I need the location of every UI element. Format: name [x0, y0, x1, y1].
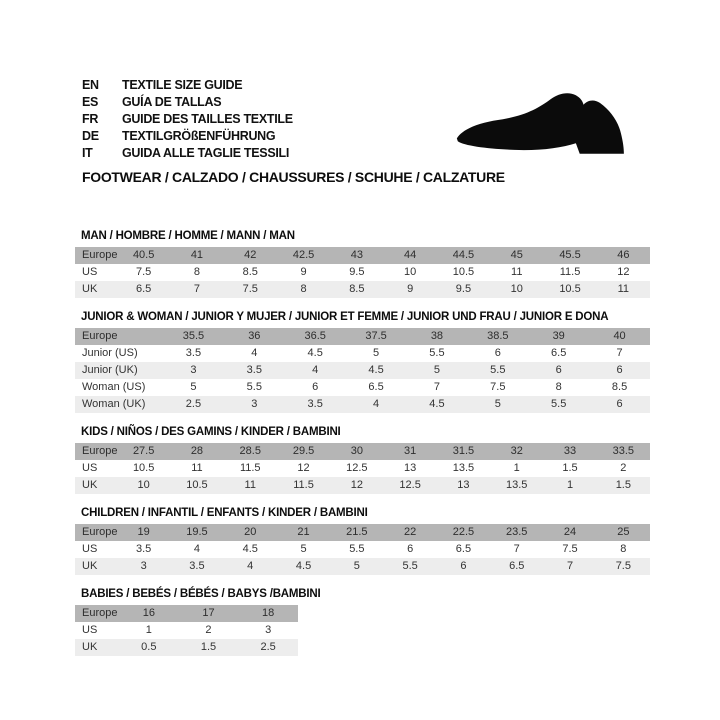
size-cell: 23.5 — [490, 524, 543, 541]
size-cell: 10 — [383, 264, 436, 281]
size-cell: 9 — [277, 264, 330, 281]
size-cell: 11 — [490, 264, 543, 281]
size-cell: 5 — [330, 558, 383, 575]
language-code: IT — [82, 145, 93, 160]
size-cell: 7 — [589, 345, 650, 362]
table-row — [75, 477, 650, 494]
size-cell: 10 — [117, 477, 170, 494]
size-cell: 20 — [224, 524, 277, 541]
size-cell: 12 — [597, 264, 650, 281]
size-cell: 0.5 — [119, 639, 179, 656]
row-label: Europe — [75, 247, 117, 264]
row-label: US — [75, 541, 117, 558]
size-cell: 6.5 — [346, 379, 407, 396]
size-cell: 16 — [119, 605, 179, 622]
size-cell: 3.5 — [170, 558, 223, 575]
row-label: US — [75, 460, 117, 477]
row-label: Junior (UK) — [75, 362, 163, 379]
row-label: UK — [75, 639, 119, 656]
size-cell: 6.5 — [437, 541, 490, 558]
table-row — [75, 281, 650, 298]
table-row — [75, 541, 650, 558]
size-cell: 41 — [170, 247, 223, 264]
language-code: FR — [82, 111, 99, 126]
size-cell: 31.5 — [437, 443, 490, 460]
row-label: Europe — [75, 443, 117, 460]
size-cell: 12.5 — [330, 460, 383, 477]
size-cell: 5.5 — [330, 541, 383, 558]
table-row — [75, 622, 298, 639]
size-cell: 2.5 — [163, 396, 224, 413]
table-row — [75, 328, 650, 345]
size-table — [75, 524, 650, 575]
size-cell: 45 — [490, 247, 543, 264]
size-cell: 1.5 — [543, 460, 596, 477]
size-cell: 7 — [170, 281, 223, 298]
row-label: UK — [75, 558, 117, 575]
language-label: GUIDE DES TAILLES TEXTILE — [122, 111, 293, 126]
size-cell: 21.5 — [330, 524, 383, 541]
category-heading: FOOTWEAR / CALZADO / CHAUSSURES / SCHUHE / CALZATURE — [82, 169, 505, 185]
size-cell: 22.5 — [437, 524, 490, 541]
size-table-title: JUNIOR & WOMAN / JUNIOR Y MUJER / JUNIOR ET FEMME / JUNIOR UND FRAU / JUNIOR E DONA — [81, 311, 609, 323]
size-cell: 10.5 — [543, 281, 596, 298]
size-cell: 3.5 — [285, 396, 346, 413]
size-cell: 42.5 — [277, 247, 330, 264]
size-cell: 8.5 — [589, 379, 650, 396]
size-cell: 4 — [285, 362, 346, 379]
size-table-section — [75, 230, 650, 298]
size-table-section — [75, 507, 650, 575]
size-cell: 7 — [407, 379, 468, 396]
size-cell: 5.5 — [407, 345, 468, 362]
size-cell: 28.5 — [224, 443, 277, 460]
size-cell: 25 — [597, 524, 650, 541]
size-cell: 7.5 — [467, 379, 528, 396]
language-list — [82, 76, 293, 161]
table-row — [75, 460, 650, 477]
size-tables — [75, 230, 650, 669]
language-label: TEXTILGRÖßENFÜHRUNG — [122, 128, 276, 143]
size-cell: 7.5 — [597, 558, 650, 575]
size-cell: 38.5 — [467, 328, 528, 345]
row-label: Europe — [75, 524, 117, 541]
size-cell: 19.5 — [170, 524, 223, 541]
size-cell: 36 — [224, 328, 285, 345]
row-label: Europe — [75, 605, 119, 622]
language-label: GUÍA DE TALLAS — [122, 94, 222, 109]
size-cell: 29.5 — [277, 443, 330, 460]
size-cell: 33.5 — [597, 443, 650, 460]
size-cell: 8 — [597, 541, 650, 558]
size-cell: 28 — [170, 443, 223, 460]
table-row — [75, 558, 650, 575]
size-cell: 5 — [346, 345, 407, 362]
size-cell: 21 — [277, 524, 330, 541]
row-label: UK — [75, 281, 117, 298]
size-cell: 27.5 — [117, 443, 170, 460]
size-cell: 42 — [224, 247, 277, 264]
size-cell: 7.5 — [224, 281, 277, 298]
size-cell: 8 — [170, 264, 223, 281]
size-cell: 8 — [277, 281, 330, 298]
size-cell: 13.5 — [490, 477, 543, 494]
size-cell: 3 — [117, 558, 170, 575]
size-cell: 11.5 — [224, 460, 277, 477]
size-cell: 2 — [597, 460, 650, 477]
size-cell: 44 — [383, 247, 436, 264]
size-cell: 12.5 — [383, 477, 436, 494]
row-label: UK — [75, 477, 117, 494]
size-cell: 6.5 — [528, 345, 589, 362]
size-cell: 7.5 — [117, 264, 170, 281]
size-cell: 1.5 — [597, 477, 650, 494]
size-table-section — [75, 311, 650, 413]
size-cell: 10.5 — [170, 477, 223, 494]
row-label: Europe — [75, 328, 163, 345]
language-row — [82, 93, 293, 110]
table-row — [75, 639, 298, 656]
size-cell: 6 — [589, 362, 650, 379]
size-cell: 22 — [383, 524, 436, 541]
size-cell: 6 — [383, 541, 436, 558]
table-row — [75, 605, 298, 622]
size-cell: 6 — [285, 379, 346, 396]
size-cell: 5.5 — [467, 362, 528, 379]
size-cell: 30 — [330, 443, 383, 460]
size-cell: 4 — [224, 558, 277, 575]
size-cell: 3.5 — [117, 541, 170, 558]
size-cell: 5.5 — [383, 558, 436, 575]
size-table — [75, 328, 650, 413]
language-row — [82, 76, 293, 93]
size-cell: 9 — [383, 281, 436, 298]
size-cell: 8.5 — [330, 281, 383, 298]
size-cell: 11 — [224, 477, 277, 494]
size-cell: 9.5 — [330, 264, 383, 281]
size-cell: 18 — [238, 605, 298, 622]
table-row — [75, 524, 650, 541]
size-cell: 4 — [224, 345, 285, 362]
size-cell: 11.5 — [543, 264, 596, 281]
row-label: US — [75, 622, 119, 639]
table-row — [75, 345, 650, 362]
size-cell: 6 — [437, 558, 490, 575]
size-cell: 44.5 — [437, 247, 490, 264]
table-row — [75, 247, 650, 264]
size-cell: 8 — [528, 379, 589, 396]
size-cell: 5 — [277, 541, 330, 558]
size-table-section — [75, 426, 650, 494]
language-label: TEXTILE SIZE GUIDE — [122, 77, 243, 92]
row-label: Junior (US) — [75, 345, 163, 362]
size-table-title: BABIES / BEBÉS / BÉBÉS / BABYS /BAMBINI — [81, 588, 321, 600]
size-cell: 6 — [467, 345, 528, 362]
size-cell: 9.5 — [437, 281, 490, 298]
size-cell: 36.5 — [285, 328, 346, 345]
size-cell: 32 — [490, 443, 543, 460]
size-cell: 45.5 — [543, 247, 596, 264]
row-label: Woman (UK) — [75, 396, 163, 413]
table-row — [75, 362, 650, 379]
size-cell: 3 — [224, 396, 285, 413]
size-cell: 1 — [490, 460, 543, 477]
size-cell: 31 — [383, 443, 436, 460]
size-cell: 2.5 — [238, 639, 298, 656]
size-cell: 4.5 — [224, 541, 277, 558]
size-cell: 5 — [163, 379, 224, 396]
size-cell: 1 — [543, 477, 596, 494]
table-row — [75, 379, 650, 396]
size-cell: 11 — [170, 460, 223, 477]
size-cell: 12 — [330, 477, 383, 494]
language-row — [82, 110, 293, 127]
size-cell: 4.5 — [407, 396, 468, 413]
size-cell: 7 — [490, 541, 543, 558]
size-table-section — [75, 588, 650, 656]
size-cell: 1 — [119, 622, 179, 639]
size-cell: 5.5 — [224, 379, 285, 396]
size-cell: 13 — [437, 477, 490, 494]
size-cell: 38 — [407, 328, 468, 345]
size-cell: 19 — [117, 524, 170, 541]
size-cell: 39 — [528, 328, 589, 345]
size-table — [75, 605, 298, 656]
size-table-title: MAN / HOMBRE / HOMME / MANN / MAN — [81, 230, 295, 242]
size-cell: 33 — [543, 443, 596, 460]
size-cell: 11 — [597, 281, 650, 298]
size-cell: 10.5 — [437, 264, 490, 281]
size-table — [75, 443, 650, 494]
size-cell: 6 — [528, 362, 589, 379]
size-table-title: CHILDREN / INFANTIL / ENFANTS / KINDER / BAMBINI — [81, 507, 368, 519]
size-cell: 4 — [170, 541, 223, 558]
size-cell: 40 — [589, 328, 650, 345]
size-cell: 4.5 — [285, 345, 346, 362]
size-cell: 8.5 — [224, 264, 277, 281]
size-cell: 4.5 — [277, 558, 330, 575]
language-code: ES — [82, 94, 99, 109]
language-row — [82, 127, 293, 144]
size-cell: 5 — [407, 362, 468, 379]
size-cell: 1.5 — [179, 639, 239, 656]
size-cell: 2 — [179, 622, 239, 639]
language-code: EN — [82, 77, 99, 92]
size-cell: 13 — [383, 460, 436, 477]
size-cell: 43 — [330, 247, 383, 264]
table-row — [75, 264, 650, 281]
size-cell: 12 — [277, 460, 330, 477]
size-cell: 10 — [490, 281, 543, 298]
size-cell: 40.5 — [117, 247, 170, 264]
size-cell: 3 — [163, 362, 224, 379]
size-cell: 7.5 — [543, 541, 596, 558]
size-cell: 6.5 — [117, 281, 170, 298]
size-cell: 6.5 — [490, 558, 543, 575]
size-cell: 35.5 — [163, 328, 224, 345]
size-cell: 24 — [543, 524, 596, 541]
size-table-title: KIDS / NIÑOS / DES GAMINS / KINDER / BAMBINI — [81, 426, 341, 438]
table-row — [75, 396, 650, 413]
size-cell: 37.5 — [346, 328, 407, 345]
language-label: GUIDA ALLE TAGLIE TESSILI — [122, 145, 290, 160]
row-label: US — [75, 264, 117, 281]
table-row — [75, 443, 650, 460]
size-cell: 13.5 — [437, 460, 490, 477]
language-code: DE — [82, 128, 99, 143]
size-cell: 5 — [467, 396, 528, 413]
size-cell: 10.5 — [117, 460, 170, 477]
size-cell: 17 — [179, 605, 239, 622]
row-label: Woman (US) — [75, 379, 163, 396]
size-cell: 4 — [346, 396, 407, 413]
size-cell: 6 — [589, 396, 650, 413]
size-cell: 46 — [597, 247, 650, 264]
size-cell: 3 — [238, 622, 298, 639]
shoe-icon — [453, 90, 645, 158]
language-row — [82, 144, 293, 161]
size-cell: 7 — [543, 558, 596, 575]
size-cell: 4.5 — [346, 362, 407, 379]
size-cell: 5.5 — [528, 396, 589, 413]
size-cell: 3.5 — [163, 345, 224, 362]
size-table — [75, 247, 650, 298]
size-cell: 11.5 — [277, 477, 330, 494]
size-cell: 3.5 — [224, 362, 285, 379]
